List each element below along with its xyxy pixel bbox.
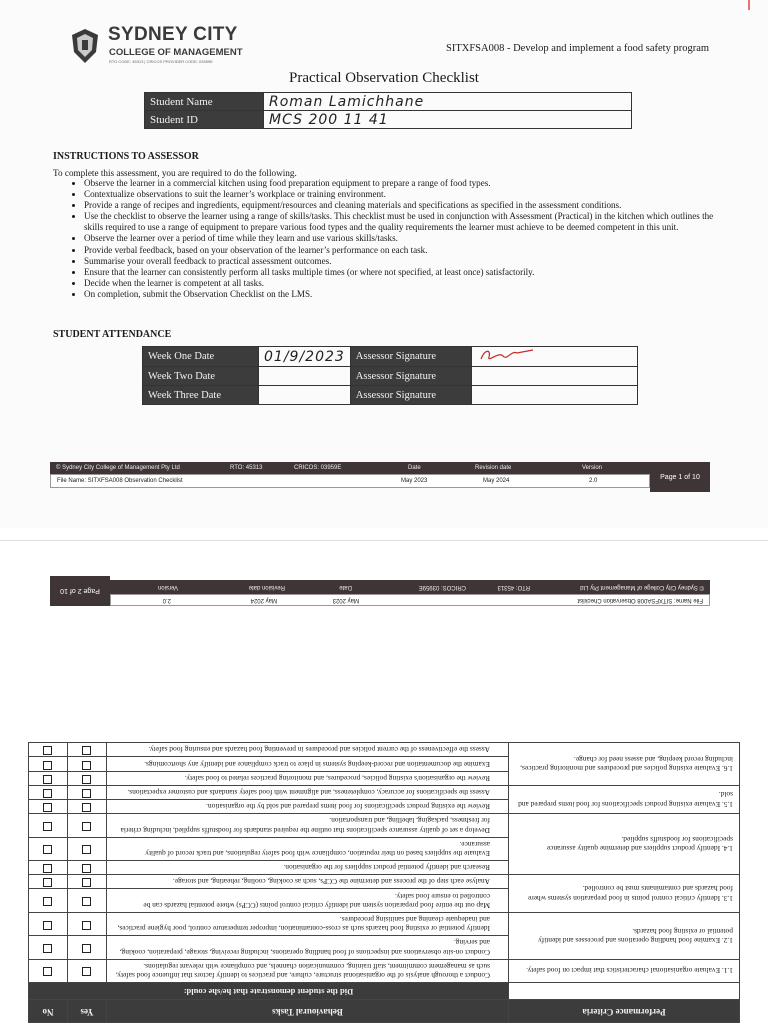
no-checkbox-cell[interactable] — [29, 785, 68, 799]
task-cell: Evaluate the suppliers based on their reputation, compliance with food safety regulations, and track record of quality assurance. — [107, 837, 509, 860]
yes-checkbox[interactable] — [83, 944, 92, 953]
criteria-cell: 1.5. Evaluate existing product specifications for food items prepared and sold. — [509, 785, 740, 813]
task-cell: Research and identify potential product suppliers for the organisation. — [107, 860, 509, 874]
list-item: • Use the checklist to observe the learner using a range of skills/tasks. This checklist must be used in conjunction with Assessment (Practical) in the kitchen which outlines the skills required to use a range of equipment to prepare various food types and the quality requirements the learner must achieve to be deemed competent in this unit. — [84, 211, 724, 233]
list-item: • Summarise your overall feedback to practical assessment outcomes. — [84, 256, 724, 267]
table-row — [29, 771, 740, 785]
yes-checkbox-cell[interactable] — [68, 860, 107, 874]
signature-icon — [477, 347, 537, 363]
tasks-column-header: Behavioural Tasks — [107, 1000, 509, 1023]
footer-top-row — [50, 462, 650, 474]
no-checkbox-cell[interactable] — [29, 875, 68, 889]
footer-rto: RTO: 45313 — [230, 465, 263, 471]
student-id-label: Student ID — [145, 111, 264, 129]
yes-checkbox[interactable] — [83, 921, 92, 930]
footer-version: 2.0 — [589, 478, 598, 484]
task-cell: Conduct on-site observations and inspections of food handling operations, including receiving, storage, preparation, cooking, and serving. — [107, 936, 509, 959]
no-checkbox[interactable] — [44, 761, 53, 770]
task-cell: Assess the effectiveness of the current policies and procedures in preventing food hazards and ensuring food safety. — [107, 743, 509, 757]
yes-checkbox[interactable] — [83, 761, 92, 770]
yes-checkbox[interactable] — [83, 878, 92, 887]
page-title: Practical Observation Checklist — [289, 70, 479, 86]
page-two-footer — [50, 576, 710, 606]
unit-title: SITXFSA008 - Develop and implement a food safety program — [446, 43, 710, 54]
logo-subtitle: COLLEGE OF MANAGEMENT — [109, 47, 243, 58]
week-two-date-field[interactable] — [259, 367, 351, 386]
yes-checkbox-cell[interactable] — [68, 799, 107, 813]
logo-title: SYDNEY CITY — [108, 24, 238, 45]
yes-column-header: Yes — [68, 1000, 107, 1023]
no-checkbox[interactable] — [44, 944, 53, 953]
assessor-signature-label: Assessor Signature — [350, 386, 471, 405]
no-checkbox-cell[interactable] — [29, 860, 68, 874]
no-checkbox-cell[interactable] — [29, 959, 68, 982]
no-checkbox[interactable] — [44, 746, 53, 755]
task-cell: Examine the documentation and record-keeping systems in place to track compliance and identify any shortcomings. — [107, 757, 509, 771]
table-row — [29, 799, 740, 813]
yes-checkbox-cell[interactable] — [68, 959, 107, 982]
week-two-label: Week Two Date — [143, 367, 259, 386]
footer-cricos: CRICOS: 03959E — [294, 465, 342, 471]
task-cell: Review the existing product specifications for food items prepared and sold by the organisation. — [107, 799, 509, 813]
no-checkbox-cell[interactable] — [29, 757, 68, 771]
footer-version: 2.0 — [162, 597, 171, 603]
task-cell: Map out the entire food preparation system and identify critical control points (CCPs) where potential hazards can be controlled to ensure food safety. — [107, 889, 509, 912]
yes-checkbox[interactable] — [83, 845, 92, 854]
yes-checkbox[interactable] — [83, 789, 92, 798]
assessor-signature-label: Assessor Signature — [350, 347, 471, 367]
student-id-value: MCS 200 11 41 — [269, 111, 389, 128]
no-checkbox[interactable] — [44, 878, 53, 887]
attendance-table — [142, 346, 638, 405]
no-checkbox[interactable] — [44, 921, 53, 930]
table-row — [143, 367, 638, 386]
no-checkbox-cell[interactable] — [29, 743, 68, 757]
no-checkbox-cell[interactable] — [29, 799, 68, 813]
student-name-value: Roman Lamichhane — [269, 93, 425, 110]
criteria-column-header: Performance Criteria — [509, 1000, 740, 1023]
footer-file-name: File Name: SITXFSA008 Observation Checklist — [577, 597, 703, 603]
student-name-field[interactable] — [264, 93, 632, 111]
footer-bottom-row — [110, 580, 710, 594]
page-two — [0, 540, 768, 1025]
week-one-date-value: 01/9/2023 — [264, 348, 345, 365]
footer-revision: May 2024 — [483, 478, 510, 484]
week-three-date-field[interactable] — [259, 386, 351, 405]
task-cell: Conduct a thorough analysis of the organisational structure, culture, and practices to identify factors that influence food safety, such as management commitment, staff training, communication channels, and compliance with relevant regulations. — [107, 959, 509, 982]
no-checkbox-cell[interactable] — [29, 936, 68, 959]
week-one-date-field[interactable] — [259, 347, 351, 367]
no-checkbox-cell[interactable] — [29, 912, 68, 935]
task-cell: Analyse each step of the process and determine the CCPs, such as cooking, cooling, reheating, and storage. — [107, 875, 509, 889]
footer-rto: RTO: 45313 — [497, 584, 530, 590]
student-info-table — [144, 92, 632, 129]
footer-date-heading: Date — [339, 584, 352, 590]
no-checkbox[interactable] — [44, 897, 53, 906]
footer-date: May 2023 — [332, 597, 359, 603]
yes-checkbox[interactable] — [83, 967, 92, 976]
yes-checkbox[interactable] — [83, 864, 92, 873]
yes-checkbox-cell[interactable] — [68, 743, 107, 757]
criteria-cell: 1.2. Examine food handling operations and processes and identify potential or existing food hazards. — [509, 912, 740, 959]
table-row — [29, 959, 740, 982]
attendance-heading: STUDENT ATTENDANCE — [53, 329, 172, 340]
no-checkbox[interactable] — [44, 845, 53, 854]
yes-checkbox[interactable] — [83, 897, 92, 906]
yes-checkbox[interactable] — [83, 746, 92, 755]
yes-checkbox-cell[interactable] — [68, 771, 107, 785]
footer-file-name: File Name: SITXFSA008 Observation Checklist — [57, 478, 183, 484]
list-item: • Observe the learner over a period of time while they learn and use various skills/tasks. — [84, 233, 724, 244]
assessor-signature-label: Assessor Signature — [350, 367, 471, 386]
criteria-cell: 1.4. Identify product suppliers and determine quality assurance specifications for foodstuffs supplied. — [509, 814, 740, 875]
yes-checkbox-cell[interactable] — [68, 814, 107, 837]
criteria-cell: 1.3. Identify critical control points in food preparation systems where food hazards and contaminants must be controlled. — [509, 875, 740, 913]
table-row — [29, 983, 740, 1000]
footer-revision-heading: Revision date — [248, 584, 285, 590]
yes-checkbox-cell[interactable] — [68, 757, 107, 771]
no-checkbox-cell[interactable] — [29, 889, 68, 912]
yes-checkbox-cell[interactable] — [68, 875, 107, 889]
no-checkbox[interactable] — [44, 789, 53, 798]
no-column-header: No — [29, 1000, 68, 1023]
footer-date: May 2023 — [401, 478, 428, 484]
page-two-rotated-content — [0, 541, 768, 1025]
criteria-cell: 1.6. Evaluate existing policies and procedures and monitoring practices, including record keeping, and assess need for change. — [509, 743, 740, 786]
no-checkbox-cell[interactable] — [29, 771, 68, 785]
yes-checkbox[interactable] — [83, 803, 92, 812]
instructions-intro: To complete this assessment, you are required to do the following. — [53, 168, 297, 178]
table-row — [29, 889, 740, 912]
table-row — [29, 936, 740, 959]
task-cell: Review the organisation's existing policies, procedures, and monitoring practices related to food safety. — [107, 771, 509, 785]
criteria-cell: 1.1. Evaluate organisational characteristics that impact on food safety. — [509, 959, 740, 982]
footer-revision-heading: Revision date — [475, 465, 512, 471]
footer-top-row — [110, 594, 710, 606]
student-id-field[interactable] — [264, 111, 632, 129]
page-number: Page 1 of 10 — [650, 462, 710, 492]
table-row — [29, 860, 740, 874]
observation-checklist-table — [28, 742, 740, 1023]
task-cell: Identify potential or existing food hazards such as cross-contamination, improper temperature control, poor hygiene practices, and inadequate cleaning and sanitising procedures. — [107, 912, 509, 935]
yes-checkbox-cell[interactable] — [68, 912, 107, 935]
list-item: • Contextualize observations to suit the learner’s workplace or training environment. — [84, 189, 724, 200]
assessor-signature-field[interactable] — [471, 347, 637, 367]
assessor-signature-field[interactable] — [471, 386, 637, 405]
footer-version-heading: Version — [582, 465, 603, 471]
no-checkbox[interactable] — [44, 775, 53, 784]
list-item: • Ensure that the learner can consistently perform all tasks multiple times (or where not specified, at least once) satisfactorily. — [84, 267, 724, 278]
page-number: Page 2 of 10 — [50, 576, 110, 606]
list-item: • Observe the learner in a commercial kitchen using food preparation equipment to prepare a range of food types. — [84, 178, 724, 189]
no-checkbox-cell[interactable] — [29, 837, 68, 860]
no-checkbox[interactable] — [44, 967, 53, 976]
college-shield-logo — [70, 28, 100, 64]
list-item: • Provide verbal feedback, based on your observation of the learner’s performance on each task. — [84, 245, 724, 256]
task-cell: Assess the specifications for accuracy, completeness, and alignment with food safety standards and customer expectations. — [107, 785, 509, 799]
yes-checkbox[interactable] — [83, 775, 92, 784]
no-checkbox[interactable] — [44, 822, 53, 831]
yes-checkbox-cell[interactable] — [68, 889, 107, 912]
yes-checkbox[interactable] — [83, 822, 92, 831]
assessor-signature-field[interactable] — [471, 367, 637, 386]
checklist-subheading: Did the student demonstrate that he/she could: — [29, 983, 509, 1000]
footer-cricos: CRICOS: 03959E — [418, 584, 466, 590]
yes-checkbox-cell[interactable] — [68, 837, 107, 860]
footer-copyright: © Sydney City College of Management Pty Ltd — [56, 465, 180, 471]
instructions-list — [62, 178, 724, 300]
no-checkbox[interactable] — [44, 864, 53, 873]
page-footer — [50, 462, 710, 492]
list-item: • On completion, submit the Observation Checklist on the LMS. — [84, 289, 724, 300]
student-name-label: Student Name — [145, 93, 264, 111]
yes-checkbox-cell[interactable] — [68, 785, 107, 799]
table-header-row — [29, 1000, 740, 1023]
list-item: • Provide a range of recipes and ingredients, equipment/resources and cleaning materials and specifications as specified in the assessment conditions. — [84, 200, 724, 211]
footer-date-heading: Date — [408, 465, 421, 471]
footer-bottom-row — [50, 474, 650, 488]
no-checkbox-cell[interactable] — [29, 814, 68, 837]
task-cell: Develop a set of quality assurance specifications that outline the required standards for foodstuffs supplied, including criteria for freshness, packaging, labelling, and transportation. — [107, 814, 509, 837]
list-item: • Decide when the learner is competent at all tasks. — [84, 278, 724, 289]
logo-codes: RTO CODE: 45313 | CRICOS PROVIDER CODE: 03959E — [109, 59, 213, 64]
week-one-label: Week One Date — [143, 347, 259, 367]
table-row — [143, 347, 638, 367]
table-row — [143, 386, 638, 405]
yes-checkbox-cell[interactable] — [68, 936, 107, 959]
no-checkbox[interactable] — [44, 803, 53, 812]
footer-revision: May 2024 — [250, 597, 277, 603]
week-three-label: Week Three Date — [143, 386, 259, 405]
footer-version-heading: Version — [157, 584, 178, 590]
scan-mark — [748, 0, 750, 10]
instructions-heading: INSTRUCTIONS TO ASSESSOR — [53, 151, 199, 162]
footer-copyright: © Sydney City College of Management Pty Ltd — [580, 584, 704, 590]
